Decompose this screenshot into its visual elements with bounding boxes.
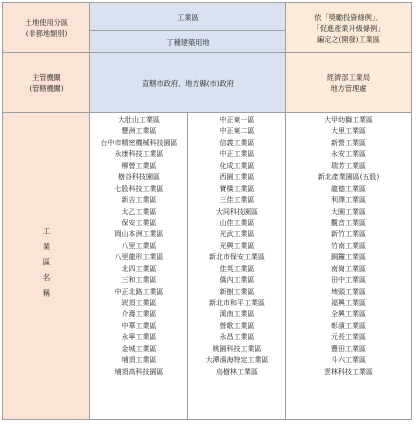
zone-name-item: 田中工業區 <box>331 276 366 285</box>
zone-name-item: 七股科技工業區 <box>114 184 164 193</box>
zone-name-item: 永康科技工業區 <box>114 150 164 159</box>
zone-name-item: 八里工業區 <box>121 241 157 250</box>
zone-names-column-2 <box>188 115 286 417</box>
zone-name-item: 雲林科技工業區 <box>324 367 373 376</box>
zone-names-column-1 <box>90 115 188 417</box>
industrial-land-heading: 丁種建築用地 <box>90 31 286 53</box>
zone-name-item: 崁頂工業區 <box>121 299 157 307</box>
zone-names-column-3 <box>286 115 411 417</box>
zone-name-item: 三佳工業區 <box>219 196 255 205</box>
zone-name-item: 八里龍形工業區 <box>114 253 164 262</box>
industrial-zone-heading: 工業區 <box>90 3 286 31</box>
zone-name-item: 溪南工業區 <box>219 310 255 319</box>
zone-name-item: 新樹工業區 <box>219 287 255 296</box>
zone-name-item: 銅鑼工業區 <box>331 253 366 262</box>
zone-name-item: 台中市精密機械科技園區 <box>100 138 178 147</box>
zone-name-item: 觀音工業區 <box>331 218 366 227</box>
zone-name-item: 新吉工業區 <box>121 196 157 205</box>
zone-name-item: 三和工業區 <box>121 276 157 285</box>
zone-name-item: 介壽工業區 <box>121 310 157 319</box>
local-authority: 直轄市政府、地方縣(市)政府 <box>90 53 286 113</box>
zone-name-item: 新營工業區 <box>331 138 366 147</box>
zone-name-item: 中正東二區 <box>219 127 255 136</box>
zone-name-item: 新北市和平工業區 <box>209 299 265 307</box>
zone-name-item: 寶橋工業區 <box>219 184 255 193</box>
zone-name-item: 金城工業區 <box>121 344 157 353</box>
zone-name-item: 竹南工業區 <box>331 241 366 250</box>
land-use-zone-label: 土地使用分區 (非都地類別) <box>3 3 90 53</box>
zone-name-item: 南崗工業區 <box>331 264 366 273</box>
industrial-zone-table <box>2 2 412 420</box>
zone-name-item: 利澤工業區 <box>331 196 366 205</box>
zone-name-item: 信義工業區 <box>219 138 255 147</box>
zone-name-item: 豐田工業區 <box>331 344 366 353</box>
zone-name-item: 北四工業區 <box>121 264 157 273</box>
zone-name-item: 柳營工業區 <box>121 161 157 170</box>
zone-name-item: 化成工業區 <box>219 161 255 170</box>
zone-name-item: 永安工業區 <box>331 150 366 159</box>
zone-name-item: 大同科技園區 <box>216 207 258 216</box>
zone-name-item: 僑內工業區 <box>219 276 255 285</box>
incentive-zone-heading: 依「獎勵投資條例」、 「促進產業升級條例」 編定之(開發)工業區 <box>286 3 411 53</box>
zone-name-item: 龍德工業區 <box>331 184 366 193</box>
zone-name-item: 埤頭工業區 <box>331 287 366 296</box>
authority-label: 主管機關 (管轄機關) <box>3 53 90 113</box>
zone-name-item: 中正北路工業區 <box>114 287 164 296</box>
zone-name-item: 桃園科技工業區 <box>212 344 262 353</box>
zone-name-item: 埔頂工業區 <box>121 356 157 365</box>
zone-name-item: 斗六工業區 <box>331 356 366 365</box>
zone-name-item: 大肚山工業區 <box>118 116 160 124</box>
zone-name-item: 太乙工業區 <box>121 207 157 216</box>
zone-name-item: 佳英工業區 <box>219 264 255 273</box>
zone-name-item: 烏樹林工業區 <box>216 367 258 376</box>
zone-name-item: 豐洲工業區 <box>121 127 157 136</box>
zone-name-item: 大甲幼獅工業區 <box>324 116 373 124</box>
zone-name-item: 新竹工業區 <box>331 230 366 239</box>
zone-name-item: 永昌工業區 <box>219 333 255 342</box>
zone-name-item: 樹谷科技園區 <box>118 173 160 182</box>
zone-name-item: 營歌工業區 <box>219 321 255 330</box>
zone-name-item: 新北產業園區(五股) <box>317 173 380 182</box>
zone-name-item: 中華工業區 <box>121 321 157 330</box>
zone-name-item: 保安工業區 <box>121 218 157 227</box>
central-authority: 經濟部工業局 地方管理處 <box>286 53 411 113</box>
zone-name-item: 元長工業區 <box>331 333 366 342</box>
zone-name-item: 埔頂高科技園區 <box>114 367 164 376</box>
zone-name-item: 大里工業區 <box>331 127 366 136</box>
zone-names-label: 工業區名稱 <box>3 113 90 419</box>
zone-name-item: 永寧工業區 <box>121 333 157 342</box>
zone-name-item: 彰濱工業區 <box>331 321 366 330</box>
zone-name-item: 中正東一區 <box>219 116 255 124</box>
zone-name-item: 岡山本洲工業區 <box>114 230 164 239</box>
zone-name-item: 大園工業區 <box>331 207 366 216</box>
zone-name-item: 大潭濱海特定工業區 <box>205 356 269 365</box>
zone-name-item: 山佳工業區 <box>219 218 255 227</box>
zone-name-item: 光武工業區 <box>219 230 255 239</box>
zone-name-item: 瑞芳工業區 <box>331 161 366 170</box>
zone-name-item: 全興工業區 <box>331 310 366 319</box>
zone-name-item: 福興工業區 <box>331 299 366 307</box>
zone-name-item: 新北市保安工業區 <box>209 253 265 262</box>
zone-name-item: 西園工業區 <box>219 173 255 182</box>
zone-name-item: 光興工業區 <box>219 241 255 250</box>
zone-name-item: 中正工業區 <box>219 150 255 159</box>
